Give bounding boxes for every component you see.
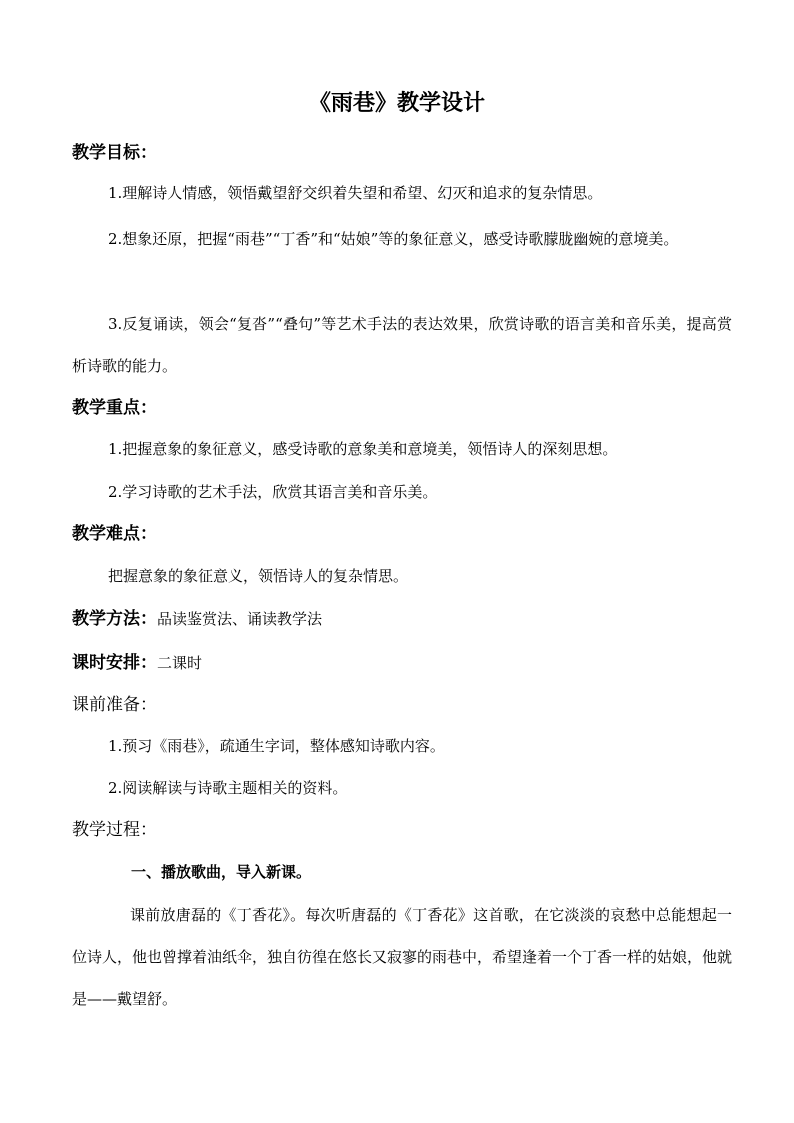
schedule-row	[72, 650, 202, 676]
methods-heading: 教学方法：	[72, 609, 157, 629]
objective-item-2: 2.想象还原，把握“雨巷”“丁香”和“姑娘”等的象征意义，感受诗歌朦胧幽婉的意境美。	[108, 230, 679, 248]
key-point-item-1: 1.把握意象的象征意义，感受诗歌的意象美和意境美，领悟诗人的深刻思想。	[108, 440, 618, 458]
preparation-heading: 课前准备：	[72, 695, 157, 715]
document-title: 《雨巷》教学设计	[308, 91, 485, 116]
process-section1-paragraph: 课前放唐磊的《丁香花》。每次听唐磊的《丁香花》这首歌，在它淡淡的哀愁中总能想起一位诗人，他也曾撑着油纸伞，独自彷徨在悠长又寂寥的雨巷中，希望逢着一个丁香一样的姑娘，他就是——戴望舒。	[72, 906, 733, 1008]
process-section1-title: 一、播放歌曲，导入新课。	[131, 863, 312, 881]
methods-value: 品读鉴赏法、诵读教学法	[157, 610, 323, 628]
process-heading: 教学过程：	[72, 820, 157, 840]
schedule-heading: 课时安排：	[72, 653, 157, 673]
schedule-value: 二课时	[157, 654, 203, 672]
difficulties-heading: 教学难点：	[72, 524, 157, 544]
preparation-item-1: 1.预习《雨巷》，疏通生字词，整体感知诗歌内容。	[108, 737, 445, 755]
objectives-heading: 教学目标：	[72, 143, 157, 163]
objective-item-1: 1.理解诗人情感，领悟戴望舒交织着失望和希望、幻灭和追求的复杂情思。	[108, 184, 603, 202]
difficulties-text: 把握意象的象征意义，领悟诗人的复杂情思。	[108, 567, 409, 585]
preparation-item-2: 2.阅读解读与诗歌主题相关的资料。	[108, 779, 348, 797]
methods-row	[72, 606, 322, 632]
key-points-heading: 教学重点：	[72, 398, 157, 418]
objective-item-3: 3.反复诵读，领会“复沓”“叠句”等艺术手法的表达效果，欣赏诗歌的语言美和音乐美，提高赏析诗歌的能力。	[72, 315, 732, 375]
key-point-item-2: 2.学习诗歌的艺术手法，欣赏其语言美和音乐美。	[108, 483, 438, 501]
